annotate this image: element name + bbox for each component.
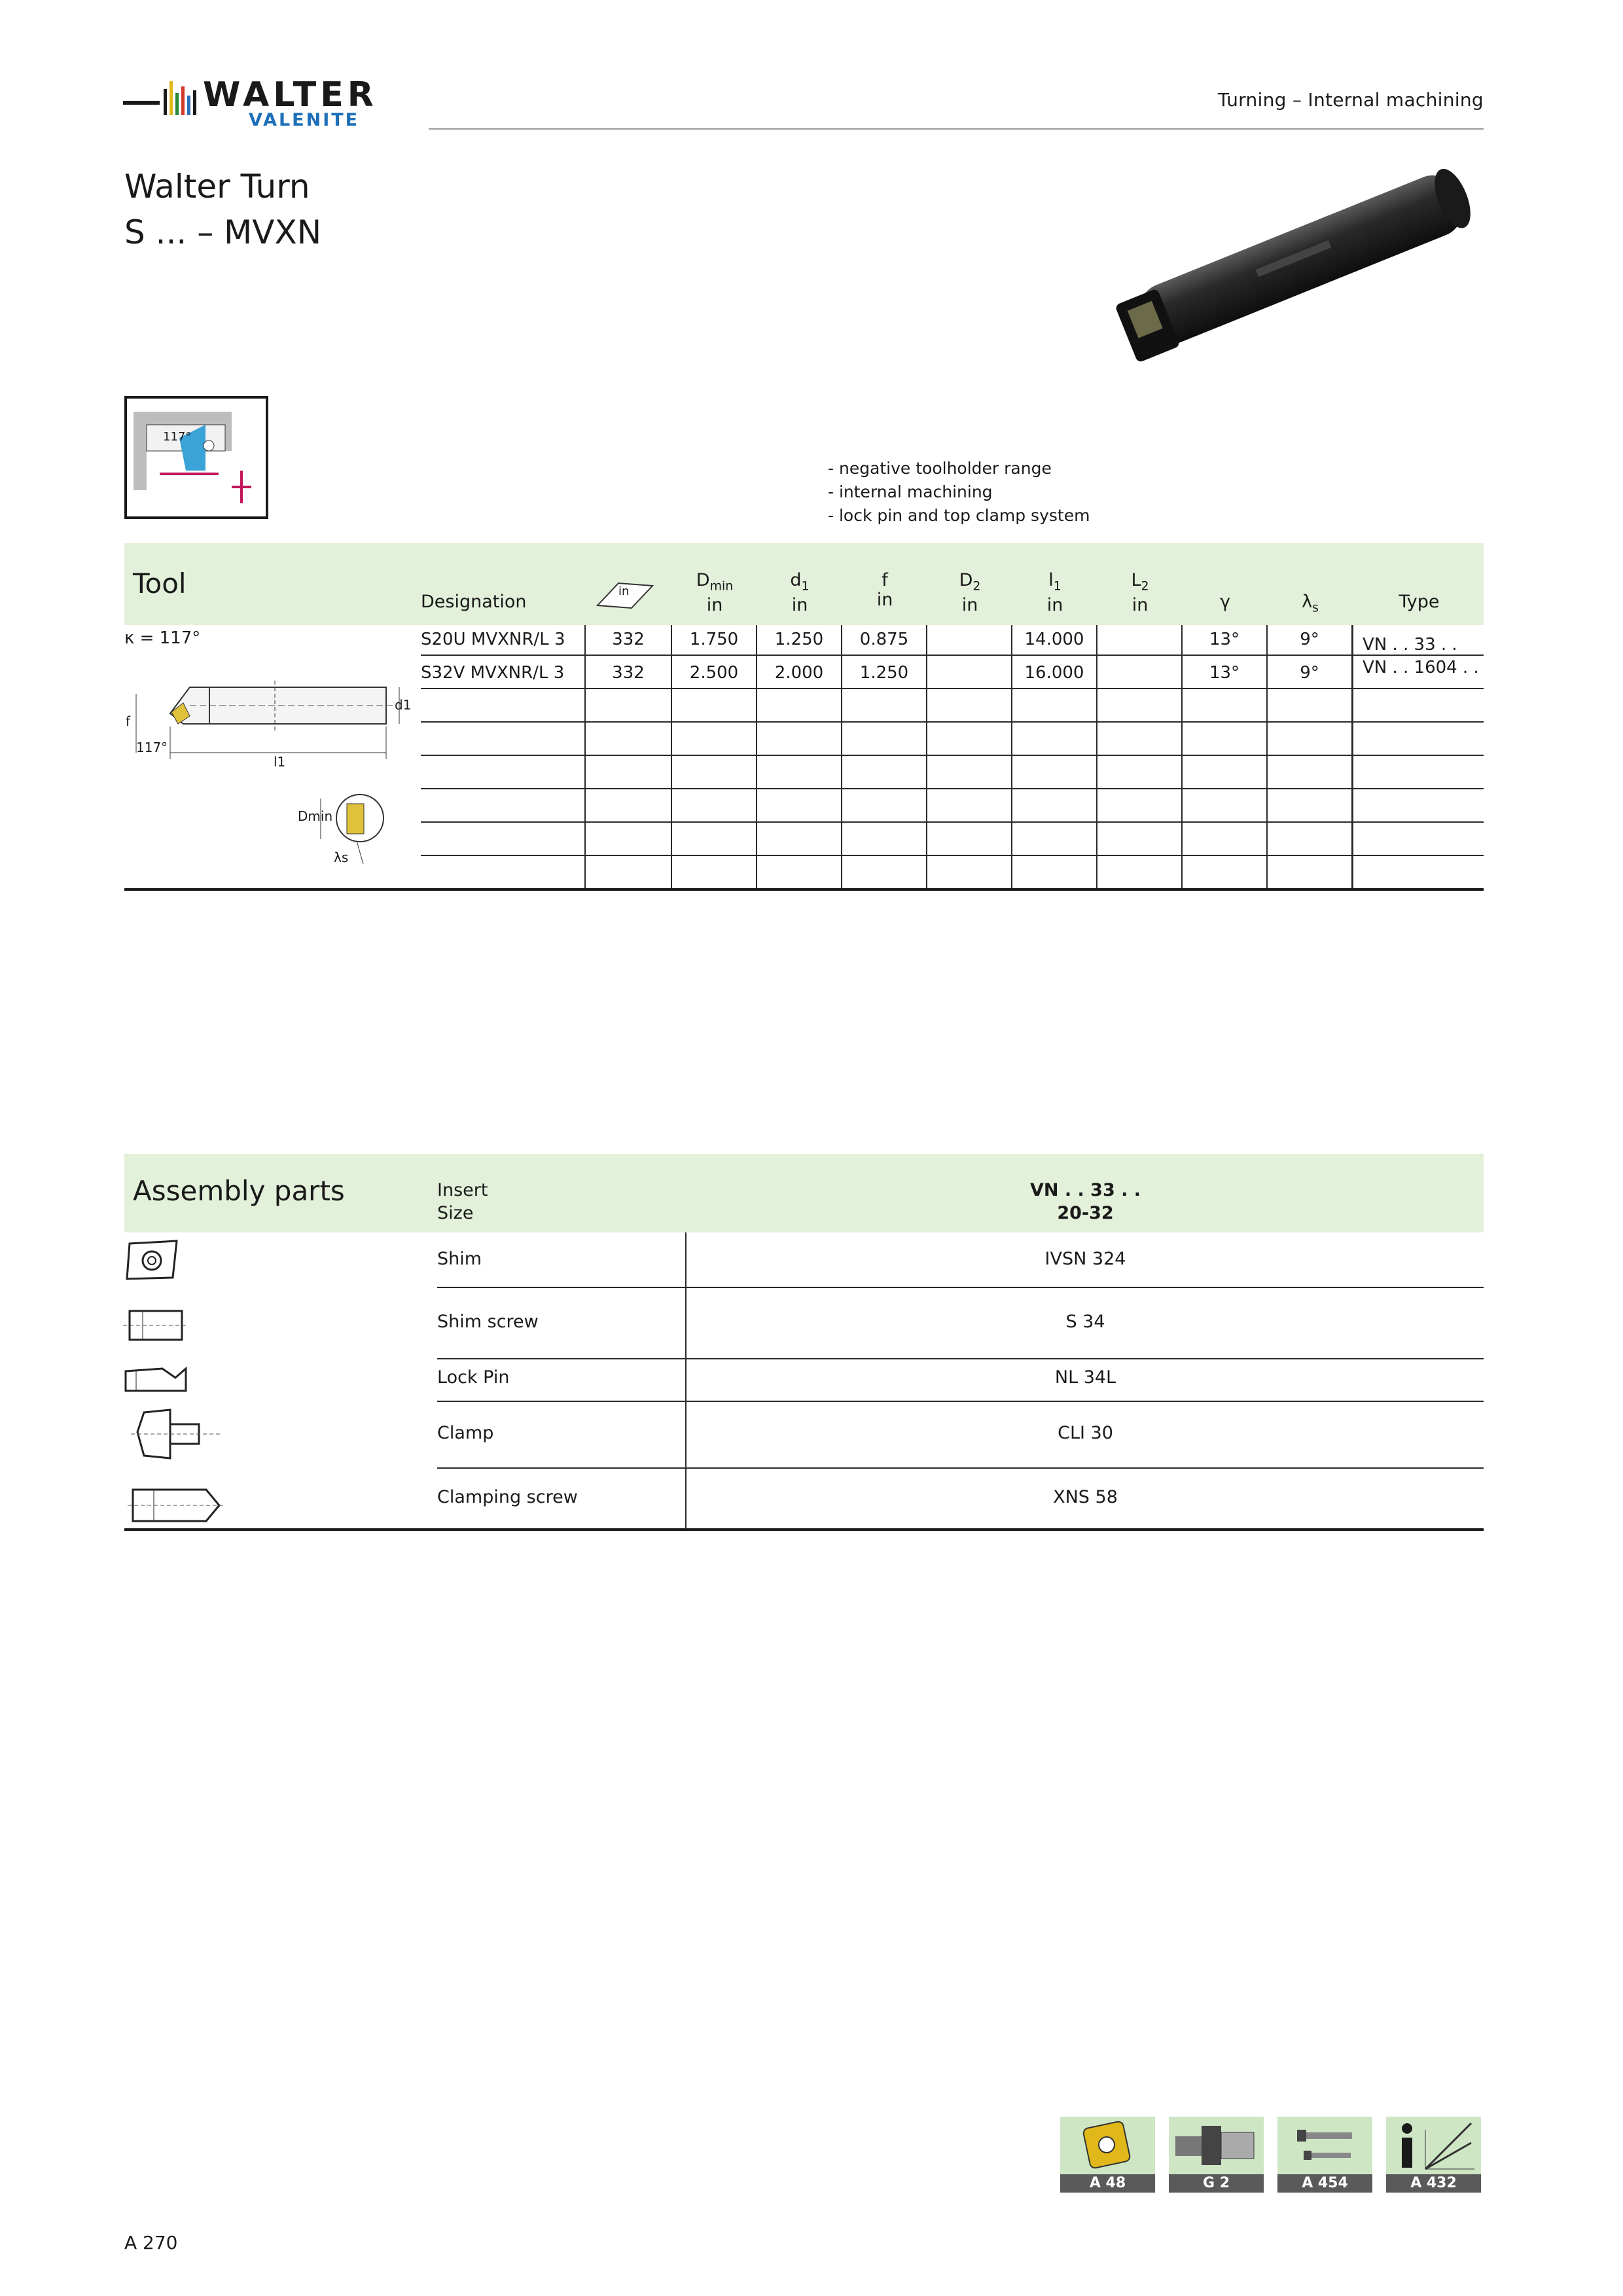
cell-d1: 1.250	[774, 630, 824, 649]
kappa-label: κ = 117°	[124, 628, 201, 648]
table-bottom-rule	[124, 888, 1484, 891]
part-value: S 34	[1065, 1312, 1105, 1332]
part-name: Shim screw	[437, 1312, 539, 1332]
part-name: Lock Pin	[437, 1367, 510, 1388]
cell-gamma: 13°	[1209, 663, 1240, 683]
col-l2: $L_2$ in	[1131, 570, 1149, 616]
size-value: 20-32	[1057, 1203, 1114, 1223]
tool-heading: Tool	[133, 567, 187, 600]
reference-tile-holder[interactable]	[1169, 2117, 1264, 2193]
label-dmin: Dmin	[298, 808, 333, 824]
cell-f: 0.875	[859, 630, 909, 649]
grid-line	[926, 625, 927, 890]
screws-icon	[1277, 2117, 1372, 2174]
label-angle: 117°	[136, 740, 168, 755]
cell-l1: 16.000	[1024, 663, 1084, 683]
cell-lambda: 9°	[1300, 663, 1319, 683]
insert-label: Insert	[437, 1180, 488, 1200]
insert-icon	[1060, 2117, 1155, 2174]
insert-size-header-label: in	[618, 584, 630, 598]
cell-lambda: 9°	[1300, 630, 1319, 649]
col-d2: $D_2$ in	[959, 570, 981, 616]
cell-size: 332	[612, 663, 645, 683]
reference-tile-insert[interactable]	[1060, 2117, 1155, 2193]
inset-angle-label: 117°	[163, 430, 192, 444]
part-name: Clamp	[437, 1423, 494, 1443]
feature-list	[828, 457, 1090, 528]
logo-subtitle: VALENITE	[249, 110, 360, 130]
reference-tile-screws[interactable]	[1277, 2117, 1372, 2193]
col-d1: $d_1$ in	[790, 570, 810, 616]
shim-icon	[124, 1237, 183, 1283]
row-line	[421, 721, 1484, 723]
row-line	[421, 788, 1484, 789]
tool-dimension-drawing	[124, 668, 412, 870]
part-name: Shim	[437, 1249, 482, 1269]
title-line-2: S ... – MVXN	[124, 213, 322, 251]
cell-dmin: 1.750	[689, 630, 739, 649]
feature-item: - internal machining	[828, 482, 993, 501]
insert-value: VN . . 33 . .	[1029, 1180, 1141, 1200]
label-l1: l1	[274, 754, 286, 770]
grid-line	[1096, 625, 1097, 890]
row-line	[421, 855, 1484, 856]
part-value: XNS 58	[1053, 1487, 1118, 1507]
title-line-1: Walter Turn	[124, 168, 310, 206]
col-lambda: $\lambda_s$	[1302, 592, 1319, 615]
cell-designation: S20U MVXNR/L 3	[421, 630, 565, 649]
row-line	[421, 688, 1484, 689]
assembly-row-line	[437, 1358, 1484, 1359]
part-value: NL 34L	[1054, 1367, 1116, 1388]
assembly-divider	[685, 1232, 687, 1528]
application-diagram	[124, 396, 268, 519]
cell-dmin: 2.500	[689, 663, 739, 683]
cell-type: VN . . 33 . .	[1363, 635, 1457, 655]
label-f: f	[126, 713, 131, 729]
clamp-icon	[131, 1406, 223, 1462]
info-icon	[1386, 2117, 1481, 2174]
label-d1: d1	[395, 697, 412, 713]
cell-gamma: 13°	[1209, 630, 1240, 649]
row-line	[421, 655, 1484, 656]
part-value: CLI 30	[1058, 1423, 1113, 1443]
lock-pin-icon	[123, 1365, 191, 1395]
cell-f: 1.250	[859, 663, 909, 683]
cell-d1: 2.000	[774, 663, 824, 683]
row-line	[421, 755, 1484, 756]
header-rule	[429, 128, 1484, 130]
holder-icon	[1169, 2117, 1264, 2174]
feature-item: - negative toolholder range	[828, 459, 1052, 478]
part-name: Clamping screw	[437, 1487, 578, 1507]
assembly-row-line	[437, 1467, 1484, 1469]
reference-label: A 48	[1060, 2174, 1155, 2193]
tool-product-photo	[1060, 154, 1492, 383]
row-line	[421, 821, 1484, 823]
col-type: Type	[1399, 592, 1440, 612]
assembly-heading: Assembly parts	[133, 1175, 345, 1207]
shim-screw-icon	[123, 1306, 188, 1345]
reference-label: A 454	[1277, 2174, 1372, 2193]
part-value: IVSN 324	[1044, 1249, 1126, 1269]
col-dmin: $D_{min}$ in	[696, 570, 734, 616]
assembly-row-line	[437, 1287, 1484, 1288]
cell-size: 332	[612, 630, 645, 649]
reference-label: G 2	[1169, 2174, 1264, 2193]
cell-type: VN . . 1604 . .	[1363, 658, 1479, 677]
size-label: Size	[437, 1203, 474, 1223]
section-title: Turning – Internal machining	[1217, 89, 1484, 111]
reference-label: A 432	[1386, 2174, 1481, 2193]
cell-designation: S32V MVXNR/L 3	[421, 663, 565, 683]
page-number: A 270	[124, 2232, 178, 2253]
label-lambda: λs	[334, 850, 349, 865]
col-f: f in	[876, 570, 893, 610]
cell-l1: 14.000	[1024, 630, 1084, 649]
reference-tile-info[interactable]	[1386, 2117, 1481, 2193]
col-designation: Designation	[421, 592, 527, 612]
logo-wordmark: WALTER	[203, 75, 378, 115]
assembly-bottom-rule	[124, 1528, 1484, 1531]
page-title	[124, 164, 321, 255]
feature-item: - lock pin and top clamp system	[828, 506, 1090, 525]
insert-size-header-icon	[592, 579, 658, 612]
assembly-row-line	[437, 1401, 1484, 1402]
grid-line	[1351, 625, 1353, 890]
col-l1: $l_1$ in	[1046, 570, 1063, 616]
clamping-screw-icon	[128, 1486, 226, 1525]
col-gamma: γ	[1220, 592, 1230, 612]
